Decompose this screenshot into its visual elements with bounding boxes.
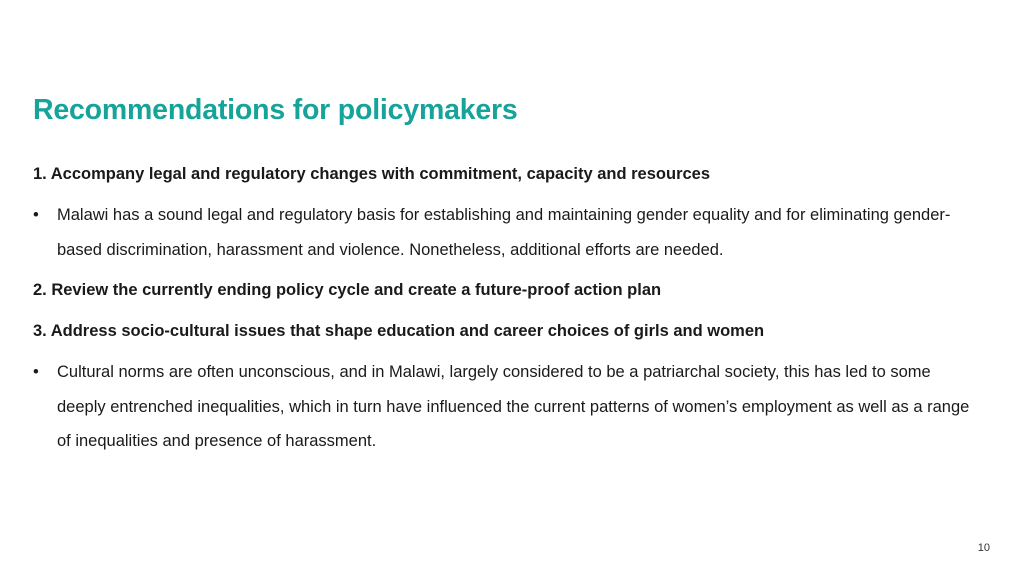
recommendation-heading-2: 2. Review the currently ending policy cycle and create a future-proof action plan <box>33 281 662 299</box>
slide-title: Recommendations for policymakers <box>33 94 518 126</box>
slide-content <box>33 162 983 459</box>
recommendation-heading-3: 3. Address socio-cultural issues that shape education and career choices of girls and women <box>33 322 765 340</box>
page-number: 10 <box>977 542 990 554</box>
bullet-icon: • <box>33 206 39 224</box>
bullet-item-2 <box>33 355 983 459</box>
bullet-icon: • <box>33 363 39 381</box>
bullet-text-2: Cultural norms are often unconscious, and in Malawi, largely considered to be a patriarchal society, this has led to some deeply entrenched inequalities, which in turn have influenced the current patterns of women’s employment as well as a range of inequalities and presence of harassment. <box>57 363 970 450</box>
recommendation-heading-1: 1. Accompany legal and regulatory changes with commitment, capacity and resources <box>33 165 711 183</box>
bullet-item-1 <box>33 198 983 267</box>
bullet-text-1: Malawi has a sound legal and regulatory basis for establishing and maintaining gender equality and for eliminating gender-based discrimination, harassment and violence. Nonetheless, additional efforts are needed. <box>57 206 951 259</box>
